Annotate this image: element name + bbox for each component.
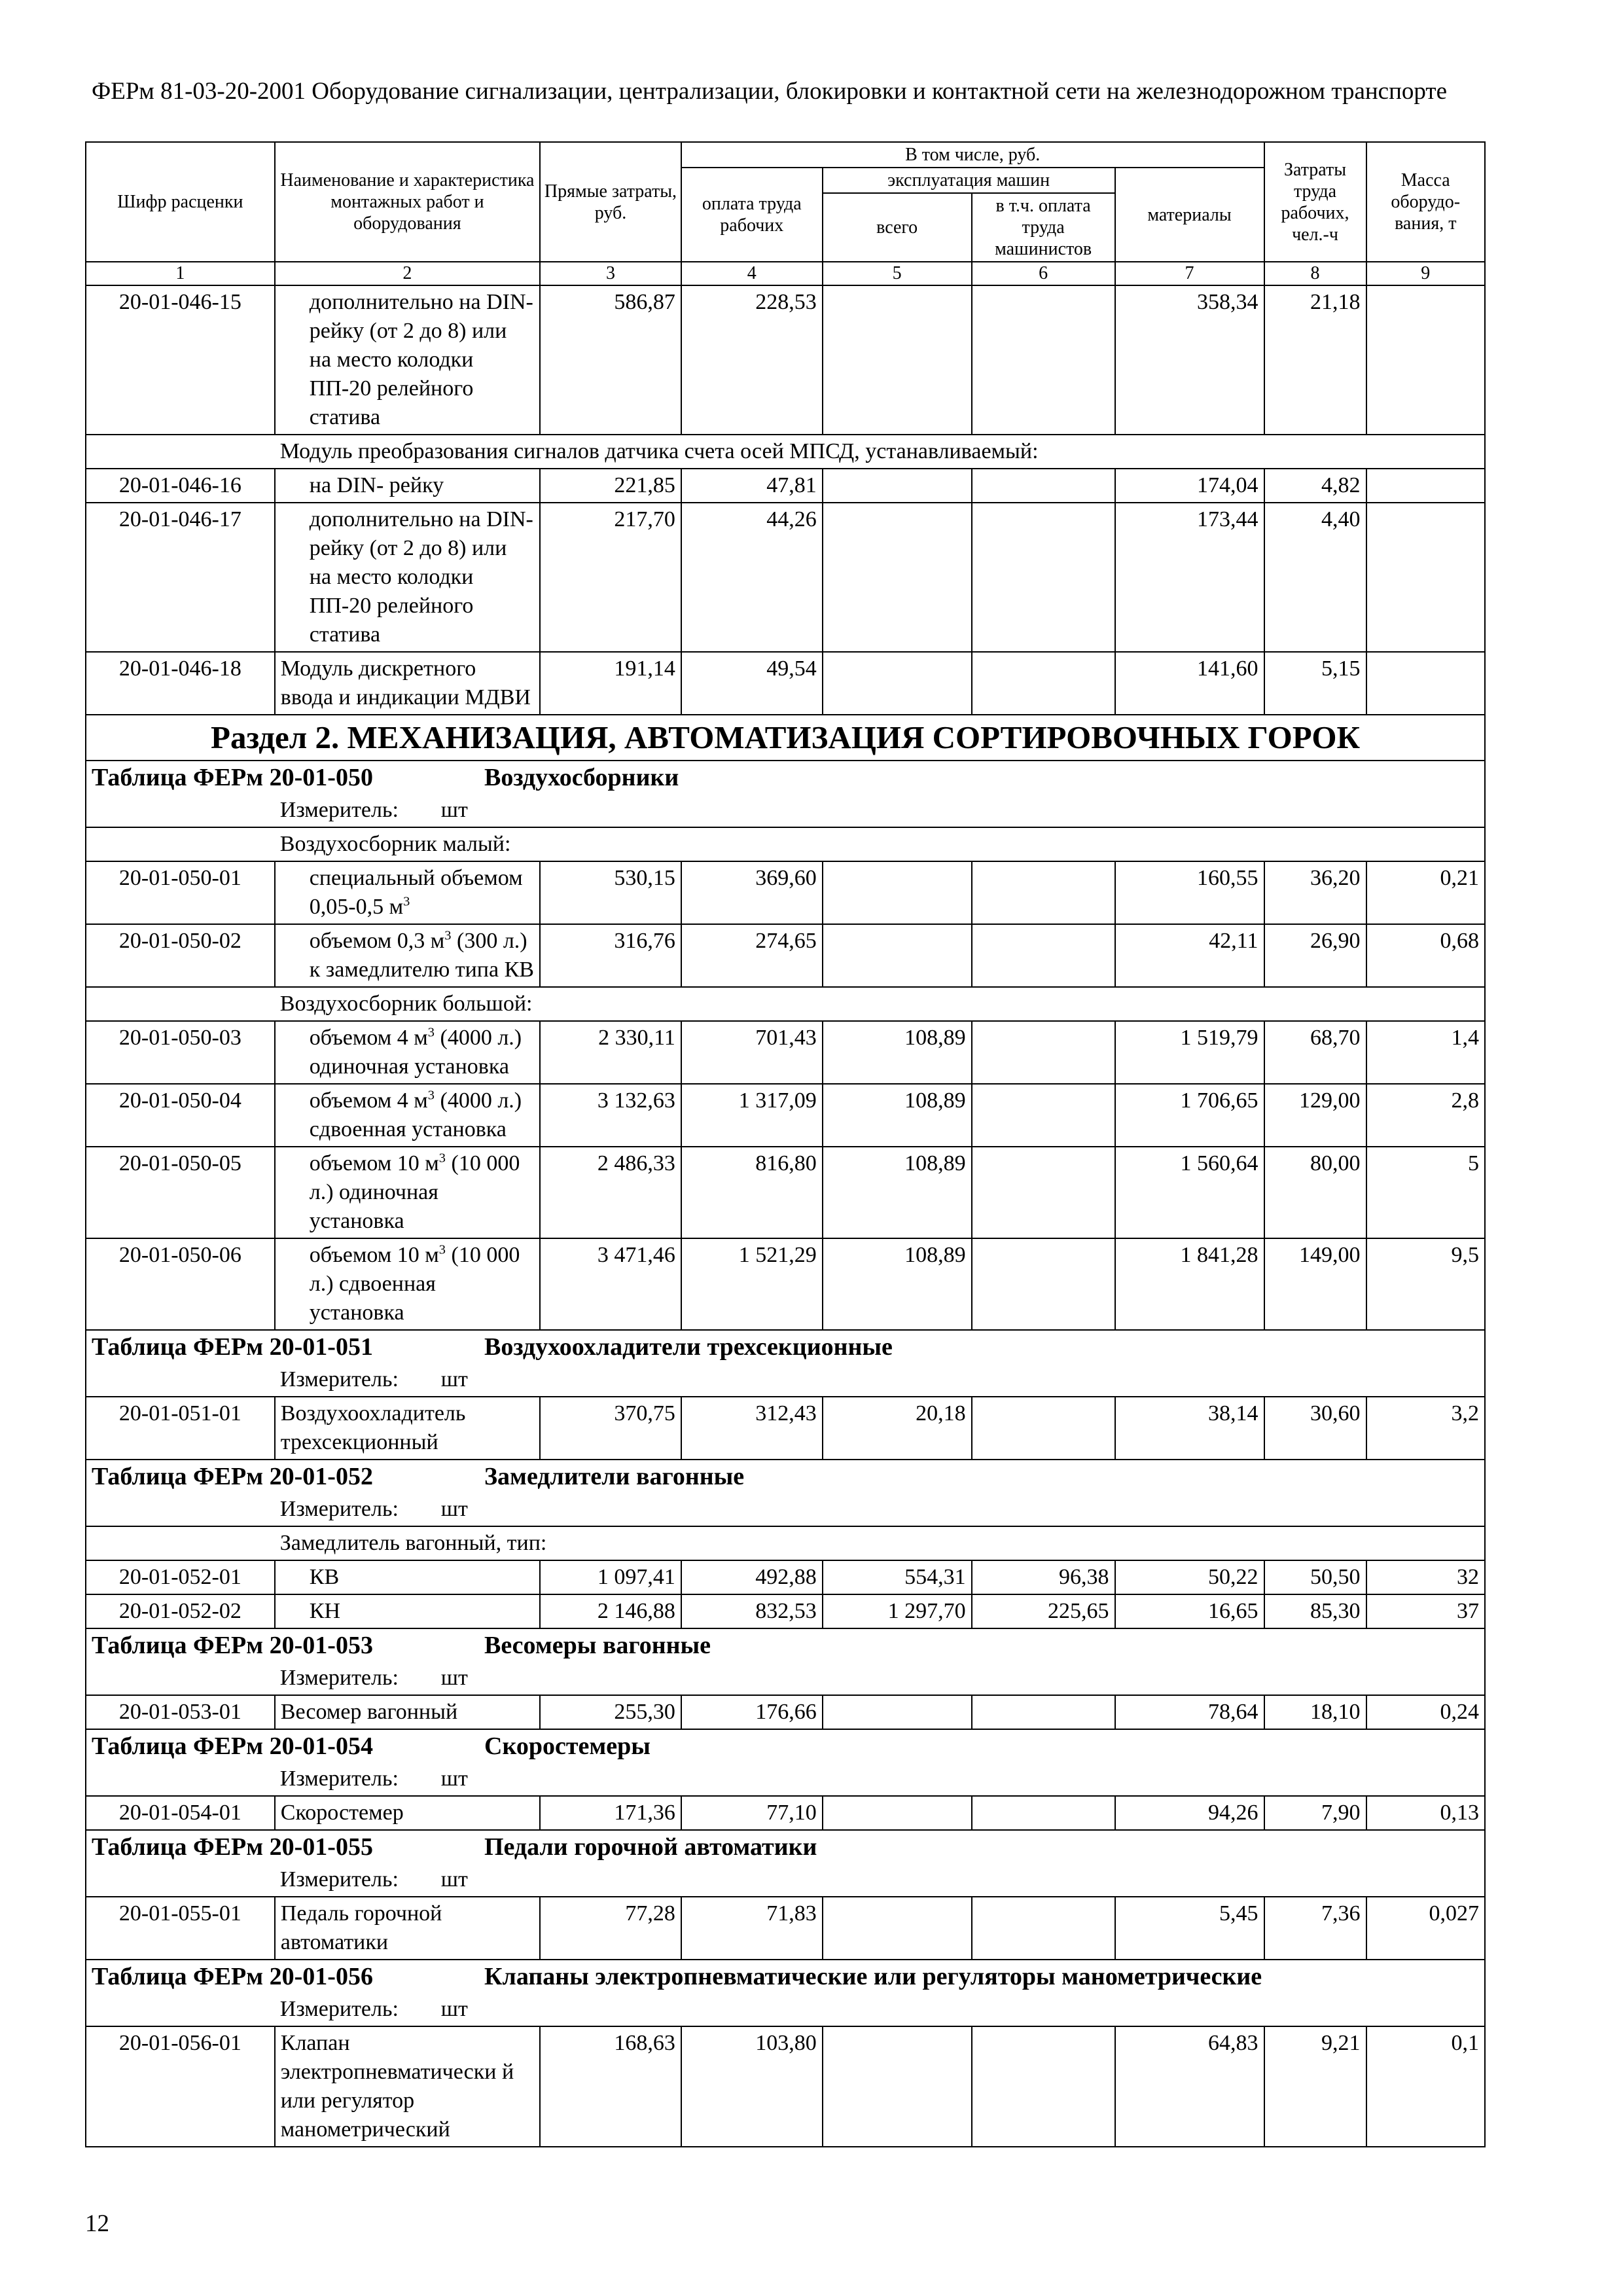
measure-unit: шт	[440, 1867, 468, 1892]
equipment-mass: 1,4	[1366, 1021, 1485, 1084]
col-machines-total-header: всего	[823, 193, 972, 262]
col-number: 3	[540, 262, 681, 285]
col-number: 6	[972, 262, 1115, 285]
equipment-mass: 0,1	[1366, 2026, 1485, 2147]
measure-row	[86, 794, 1485, 827]
machines-total	[823, 652, 972, 715]
machines-labor	[972, 503, 1115, 652]
col-number: 8	[1264, 262, 1366, 285]
table-code: Таблица ФЕРм 20-01-050	[92, 764, 373, 791]
measure-label: Измеритель:	[279, 1497, 399, 1521]
machines-total	[823, 924, 972, 987]
measure-row	[86, 1763, 1485, 1796]
rate-name: специальный объемом 0,05-0,5 $м^3$	[275, 861, 540, 924]
table-row	[86, 503, 1485, 652]
rate-code: 20-01-050-03	[86, 1021, 275, 1084]
rate-name: Весомер вагонный	[275, 1695, 540, 1729]
group-label: Модуль преобразования сигналов датчика счета осей МПСД, устанавливаемый:	[275, 435, 1485, 469]
rate-name: Педаль горочной автоматики	[275, 1897, 540, 1960]
materials: 94,26	[1115, 1796, 1264, 1830]
rate-code: 20-01-054-01	[86, 1796, 275, 1830]
table-code: Таблица ФЕРм 20-01-053	[92, 1632, 373, 1659]
materials: 78,64	[1115, 1695, 1264, 1729]
rate-name: Клапан электропневматически й или регулятор манометрический	[275, 2026, 540, 2147]
table-code: Таблица ФЕРм 20-01-055	[92, 1833, 373, 1861]
table-row	[86, 285, 1485, 435]
table-row	[86, 1560, 1485, 1594]
col-labor-pay-header: оплата труда рабочих	[681, 168, 823, 262]
rate-code: 20-01-050-06	[86, 1238, 275, 1330]
group-label: Замедлитель вагонный, тип:	[275, 1526, 1485, 1560]
machines-labor	[972, 1021, 1115, 1084]
machines-labor: 225,65	[972, 1594, 1115, 1628]
machines-total: 1 297,70	[823, 1594, 972, 1628]
materials: 16,65	[1115, 1594, 1264, 1628]
labor-pay: 1 317,09	[681, 1084, 823, 1147]
table-title-row	[86, 1960, 1485, 1993]
col-number: 9	[1366, 262, 1485, 285]
labor-hours: 30,60	[1264, 1397, 1366, 1460]
labor-pay: 816,80	[681, 1147, 823, 1238]
equipment-mass: 0,027	[1366, 1897, 1485, 1960]
equipment-mass: 37	[1366, 1594, 1485, 1628]
materials: 1 560,64	[1115, 1147, 1264, 1238]
table-title-row	[86, 761, 1485, 794]
measure-label: Измеритель:	[279, 1666, 399, 1690]
rate-code: 20-01-050-04	[86, 1084, 275, 1147]
labor-hours: 9,21	[1264, 2026, 1366, 2147]
machines-labor	[972, 1796, 1115, 1830]
rate-name: КВ	[275, 1560, 540, 1594]
measure-unit: шт	[440, 1666, 468, 1690]
machines-total: 108,89	[823, 1021, 972, 1084]
machines-total	[823, 1796, 972, 1830]
col-code-header: Шифр расценки	[86, 142, 275, 262]
rate-code: 20-01-056-01	[86, 2026, 275, 2147]
equipment-mass: 0,24	[1366, 1695, 1485, 1729]
measure-unit: шт	[440, 798, 468, 822]
rate-code: 20-01-051-01	[86, 1397, 275, 1460]
measure-label: Измеритель:	[279, 1367, 399, 1391]
direct-cost: 171,36	[540, 1796, 681, 1830]
col-including-header: В том числе, руб.	[681, 142, 1264, 168]
col-name-header: Наименование и характеристика монтажных работ и оборудования	[275, 142, 540, 262]
equipment-mass: 0,13	[1366, 1796, 1485, 1830]
labor-pay: 44,26	[681, 503, 823, 652]
machines-total	[823, 285, 972, 435]
equipment-mass	[1366, 285, 1485, 435]
rate-name: на DIN- рейку	[275, 469, 540, 503]
rate-name: объемом 4 $м^3$ (4000 л.) одиночная установка	[275, 1021, 540, 1084]
rate-name: КН	[275, 1594, 540, 1628]
labor-pay: 71,83	[681, 1897, 823, 1960]
table-row	[86, 924, 1485, 987]
machines-labor	[972, 1084, 1115, 1147]
machines-total	[823, 1695, 972, 1729]
table-title: Воздухоохладители трехсекционные	[484, 1333, 893, 1361]
machines-labor	[972, 1397, 1115, 1460]
machines-total	[823, 1897, 972, 1960]
equipment-mass: 5	[1366, 1147, 1485, 1238]
measure-row	[86, 1363, 1485, 1397]
group-row	[86, 435, 1485, 469]
section-row	[86, 715, 1485, 761]
table-header	[86, 142, 1485, 285]
labor-hours: 68,70	[1264, 1021, 1366, 1084]
labor-hours: 21,18	[1264, 285, 1366, 435]
measure-unit: шт	[440, 1997, 468, 2021]
machines-total: 108,89	[823, 1238, 972, 1330]
rate-name: Скоростемер	[275, 1796, 540, 1830]
col-number: 4	[681, 262, 823, 285]
direct-cost: 191,14	[540, 652, 681, 715]
table-code: Таблица ФЕРм 20-01-052	[92, 1463, 373, 1490]
machines-labor	[972, 924, 1115, 987]
labor-pay: 701,43	[681, 1021, 823, 1084]
table-code: Таблица ФЕРм 20-01-051	[92, 1333, 373, 1361]
table-row	[86, 1147, 1485, 1238]
measure-unit: шт	[440, 1767, 468, 1791]
group-row	[86, 827, 1485, 861]
table-title: Клапаны электропневматические или регуляторы манометрические	[484, 1963, 1262, 1990]
column-numbers-row	[86, 262, 1485, 285]
col-number: 7	[1115, 262, 1264, 285]
rate-name: дополнительно на DIN-рейку (от 2 до 8) или на место колодки ПП-20 релейного статива	[275, 503, 540, 652]
measure-unit: шт	[440, 1497, 468, 1521]
table-row	[86, 2026, 1485, 2147]
equipment-mass	[1366, 652, 1485, 715]
direct-cost: 2 146,88	[540, 1594, 681, 1628]
machines-labor	[972, 1238, 1115, 1330]
labor-pay: 77,10	[681, 1796, 823, 1830]
direct-cost: 3 471,46	[540, 1238, 681, 1330]
table-row	[86, 652, 1485, 715]
document-title: ФЕРм 81-03-20-2001 Оборудование сигнализации, централизации, блокировки и контактной сети на железнодорожном транспорте	[92, 78, 1447, 105]
direct-cost: 2 330,11	[540, 1021, 681, 1084]
page-number: 12	[85, 2210, 109, 2237]
table-row	[86, 1084, 1485, 1147]
materials: 174,04	[1115, 469, 1264, 503]
table-row	[86, 1397, 1485, 1460]
materials: 1 706,65	[1115, 1084, 1264, 1147]
machines-total: 20,18	[823, 1397, 972, 1460]
equipment-mass: 0,21	[1366, 861, 1485, 924]
measure-row	[86, 1493, 1485, 1526]
materials: 141,60	[1115, 652, 1264, 715]
measure-row	[86, 1993, 1485, 2026]
table-row	[86, 861, 1485, 924]
machines-total	[823, 2026, 972, 2147]
direct-cost: 2 486,33	[540, 1147, 681, 1238]
table-title-row	[86, 1330, 1485, 1363]
materials: 5,45	[1115, 1897, 1264, 1960]
col-machines-header: эксплуатация машин	[823, 168, 1115, 193]
table-title: Замедлители вагонные	[484, 1463, 745, 1490]
materials: 160,55	[1115, 861, 1264, 924]
section-title: Раздел 2. МЕХАНИЗАЦИЯ, АВТОМАТИЗАЦИЯ СОРТИРОВОЧНЫХ ГОРОК	[86, 715, 1485, 761]
machines-total: 108,89	[823, 1084, 972, 1147]
measure-row	[86, 1863, 1485, 1897]
rate-code: 20-01-050-01	[86, 861, 275, 924]
direct-cost: 586,87	[540, 285, 681, 435]
measure-label: Измеритель:	[279, 798, 399, 822]
labor-hours: 80,00	[1264, 1147, 1366, 1238]
table-row	[86, 1897, 1485, 1960]
rate-name: объемом 10 $м^3$ (10 000 л.) одиночная установка	[275, 1147, 540, 1238]
table-title-row	[86, 1830, 1485, 1863]
rates-table	[85, 141, 1486, 2147]
labor-hours: 5,15	[1264, 652, 1366, 715]
labor-hours: 50,50	[1264, 1560, 1366, 1594]
direct-cost: 217,70	[540, 503, 681, 652]
direct-cost: 1 097,41	[540, 1560, 681, 1594]
col-machines-labor-header: в т.ч. оплата труда машинистов	[972, 193, 1115, 262]
direct-cost: 3 132,63	[540, 1084, 681, 1147]
labor-pay: 49,54	[681, 652, 823, 715]
labor-pay: 228,53	[681, 285, 823, 435]
direct-cost: 316,76	[540, 924, 681, 987]
machines-labor	[972, 861, 1115, 924]
labor-hours: 36,20	[1264, 861, 1366, 924]
rate-code: 20-01-050-02	[86, 924, 275, 987]
equipment-mass: 9,5	[1366, 1238, 1485, 1330]
table-code: Таблица ФЕРм 20-01-056	[92, 1963, 373, 1990]
labor-pay: 369,60	[681, 861, 823, 924]
equipment-mass: 0,68	[1366, 924, 1485, 987]
machines-labor	[972, 1897, 1115, 1960]
table-title: Скоростемеры	[484, 1732, 651, 1760]
rate-name: объемом 10 $м^3$ (10 000 л.) сдвоенная установка	[275, 1238, 540, 1330]
labor-pay: 176,66	[681, 1695, 823, 1729]
group-label: Воздухосборник большой:	[275, 987, 1485, 1021]
table-row	[86, 469, 1485, 503]
direct-cost: 77,28	[540, 1897, 681, 1960]
rate-code: 20-01-050-05	[86, 1147, 275, 1238]
table-title-row	[86, 1628, 1485, 1662]
labor-hours: 7,90	[1264, 1796, 1366, 1830]
rate-code: 20-01-046-18	[86, 652, 275, 715]
materials: 50,22	[1115, 1560, 1264, 1594]
rate-code: 20-01-052-02	[86, 1594, 275, 1628]
table-title-row	[86, 1460, 1485, 1493]
materials: 64,83	[1115, 2026, 1264, 2147]
labor-pay: 103,80	[681, 2026, 823, 2147]
machines-labor	[972, 652, 1115, 715]
col-direct-header: Прямые затраты, руб.	[540, 142, 681, 262]
rate-code: 20-01-052-01	[86, 1560, 275, 1594]
equipment-mass	[1366, 469, 1485, 503]
col-labor-cost-header: Затраты труда рабочих, чел.-ч	[1264, 142, 1366, 262]
measure-label: Измеритель:	[279, 1767, 399, 1791]
table-title: Воздухосборники	[484, 764, 679, 791]
machines-labor	[972, 1695, 1115, 1729]
equipment-mass: 32	[1366, 1560, 1485, 1594]
direct-cost: 370,75	[540, 1397, 681, 1460]
rate-name: объемом 4 $м^3$ (4000 л.) сдвоенная установка	[275, 1084, 540, 1147]
labor-pay: 312,43	[681, 1397, 823, 1460]
direct-cost: 221,85	[540, 469, 681, 503]
table-title: Весомеры вагонные	[484, 1632, 711, 1659]
rate-code: 20-01-046-16	[86, 469, 275, 503]
equipment-mass: 2,8	[1366, 1084, 1485, 1147]
table-row	[86, 1021, 1485, 1084]
labor-hours: 18,10	[1264, 1695, 1366, 1729]
rate-code: 20-01-053-01	[86, 1695, 275, 1729]
materials: 1 841,28	[1115, 1238, 1264, 1330]
col-number: 5	[823, 262, 972, 285]
equipment-mass	[1366, 503, 1485, 652]
machines-total: 554,31	[823, 1560, 972, 1594]
group-row	[86, 1526, 1485, 1560]
machines-labor: 96,38	[972, 1560, 1115, 1594]
rate-code: 20-01-055-01	[86, 1897, 275, 1960]
direct-cost: 255,30	[540, 1695, 681, 1729]
measure-label: Измеритель:	[279, 1867, 399, 1892]
machines-labor	[972, 2026, 1115, 2147]
direct-cost: 168,63	[540, 2026, 681, 2147]
rate-code: 20-01-046-17	[86, 503, 275, 652]
group-label: Воздухосборник малый:	[275, 827, 1485, 861]
labor-pay: 492,88	[681, 1560, 823, 1594]
measure-unit: шт	[440, 1367, 468, 1391]
col-mass-header: Масса оборудо-вания, т	[1366, 142, 1485, 262]
col-number: 2	[275, 262, 540, 285]
labor-hours: 7,36	[1264, 1897, 1366, 1960]
machines-total	[823, 503, 972, 652]
table-row	[86, 1695, 1485, 1729]
table-title: Педали горочной автоматики	[484, 1833, 817, 1861]
table-code: Таблица ФЕРм 20-01-054	[92, 1732, 373, 1760]
labor-hours: 4,82	[1264, 469, 1366, 503]
machines-total	[823, 469, 972, 503]
col-materials-header: материалы	[1115, 168, 1264, 262]
table-row	[86, 1238, 1485, 1330]
labor-pay: 47,81	[681, 469, 823, 503]
rate-code: 20-01-046-15	[86, 285, 275, 435]
equipment-mass: 3,2	[1366, 1397, 1485, 1460]
rate-name: дополнительно на DIN-рейку (от 2 до 8) или на место колодки ПП-20 релейного статива	[275, 285, 540, 435]
labor-hours: 85,30	[1264, 1594, 1366, 1628]
rate-name: Воздухоохладитель трехсекционный	[275, 1397, 540, 1460]
direct-cost: 530,15	[540, 861, 681, 924]
labor-pay: 274,65	[681, 924, 823, 987]
materials: 42,11	[1115, 924, 1264, 987]
labor-pay: 1 521,29	[681, 1238, 823, 1330]
machines-labor	[972, 285, 1115, 435]
labor-pay: 832,53	[681, 1594, 823, 1628]
materials: 173,44	[1115, 503, 1264, 652]
machines-total: 108,89	[823, 1147, 972, 1238]
labor-hours: 4,40	[1264, 503, 1366, 652]
machines-labor	[972, 1147, 1115, 1238]
materials: 358,34	[1115, 285, 1264, 435]
machines-labor	[972, 469, 1115, 503]
table-title-row	[86, 1729, 1485, 1763]
rate-name: объемом 0,3 $м^3$ (300 л.) к замедлителю типа КВ	[275, 924, 540, 987]
labor-hours: 26,90	[1264, 924, 1366, 987]
materials: 1 519,79	[1115, 1021, 1264, 1084]
group-row	[86, 987, 1485, 1021]
col-number: 1	[86, 262, 275, 285]
table-row	[86, 1796, 1485, 1830]
rate-name: Модуль дискретного ввода и индикации МДВИ	[275, 652, 540, 715]
labor-hours: 129,00	[1264, 1084, 1366, 1147]
measure-label: Измеритель:	[279, 1997, 399, 2021]
table-row	[86, 1594, 1485, 1628]
machines-total	[823, 861, 972, 924]
labor-hours: 149,00	[1264, 1238, 1366, 1330]
materials: 38,14	[1115, 1397, 1264, 1460]
measure-row	[86, 1662, 1485, 1695]
